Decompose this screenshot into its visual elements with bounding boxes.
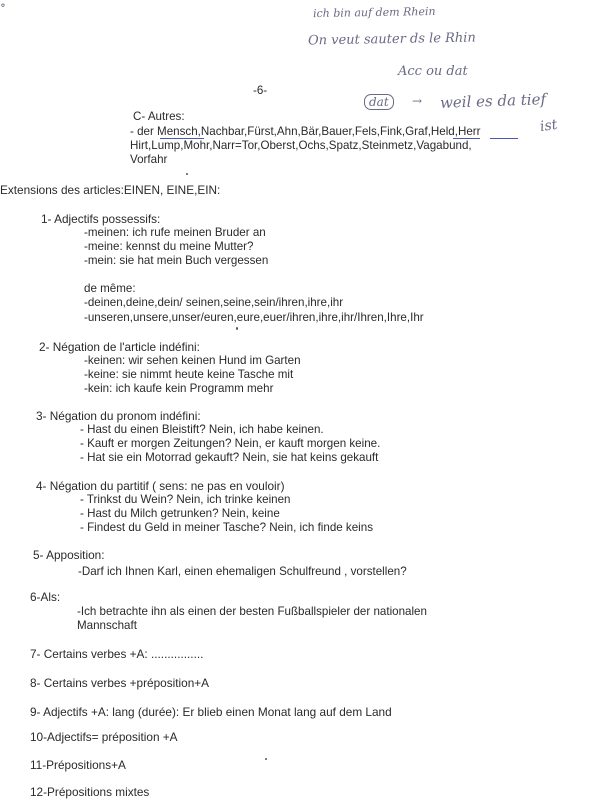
section-10-title: 10-Adjectifs= préposition +A bbox=[30, 730, 178, 744]
section-5-title: 5- Apposition: bbox=[33, 548, 105, 562]
section-3-line-3: - Hat sie ein Motorrad gekauft? Nein, sie hat keins gekauft bbox=[80, 451, 379, 464]
section-3-line-2: - Kauft er morgen Zeitungen? Nein, er kauft morgen keine. bbox=[80, 437, 381, 450]
handwritten-arrow-mark: → bbox=[412, 94, 423, 108]
page-number: -6- bbox=[253, 84, 268, 97]
section-6-line-1: -Ich betrachte ihn als einen der besten Fußballspieler der nationalen bbox=[77, 605, 427, 618]
section-8-title: 8- Certains verbes +préposition+A bbox=[30, 676, 210, 690]
section-4-line-3: - Findest du Geld in meiner Tasche? Nein, ich finde keins bbox=[80, 521, 374, 534]
corner-mark: ∘ bbox=[0, 0, 6, 12]
section-11-title: 11-Prépositions+A bbox=[30, 758, 126, 772]
section-3-line-1: - Hast du einen Bleistift? Nein, ich habe keinen. bbox=[80, 423, 324, 436]
autres-line-3: Vorfahr bbox=[130, 153, 168, 166]
scan-speck bbox=[236, 327, 238, 330]
handwritten-note-1: ich bin auf dem Rhein bbox=[312, 4, 436, 21]
handwritten-note-2: On veut sauter ds le Rhin bbox=[307, 30, 476, 49]
section-4-title: 4- Négation du partitif ( sens: ne pas en vouloir) bbox=[36, 479, 285, 493]
section-1-line-2: -meine: kennst du meine Mutter? bbox=[84, 240, 254, 253]
section-3-title: 3- Négation du pronom indéfini: bbox=[36, 409, 201, 423]
scan-speck bbox=[186, 173, 188, 175]
section-2-line-1: -keinen: wir sehen keinen Hund im Garten bbox=[84, 354, 301, 367]
section-1-line-3: -mein: sie hat mein Buch vergessen bbox=[84, 254, 269, 267]
section-2-line-3: -kein: ich kaufe kein Programm mehr bbox=[84, 382, 274, 395]
section-9-title: 9- Adjectifs +A: lang (durée): Er blieb einen Monat lang auf dem Land bbox=[30, 705, 392, 719]
section-1-line-1: -meinen: ich rufe meinen Bruder an bbox=[84, 226, 266, 239]
handwritten-note-4: weil es da tief bbox=[439, 90, 547, 112]
section-2-line-2: -keine: sie nimmt heute keine Tasche mit bbox=[84, 368, 294, 381]
underline-held bbox=[453, 138, 480, 139]
section-6-title: 6-Als: bbox=[30, 590, 61, 604]
underline-herr bbox=[490, 138, 518, 139]
extensions-title: Extensions des articles:EINEN, EINE,EIN: bbox=[0, 183, 221, 197]
section-4-line-2: - Hast du Milch getrunken? Nein, keine bbox=[80, 507, 280, 520]
scan-speck bbox=[265, 758, 267, 760]
section-7-title: 7- Certains verbes +A: ................ bbox=[30, 647, 204, 661]
section-5-line-1: -Darf ich Ihnen Karl, einen ehemaligen Schulfreund , vorstellen? bbox=[78, 565, 407, 578]
autres-heading: C- Autres: bbox=[133, 110, 185, 123]
autres-line-1: - der Mensch,Nachbar,Fürst,Ahn,Bär,Bauer,Fels,Fink,Graf,Held,Herr bbox=[130, 125, 481, 138]
section-12-title: 12-Prépositions mixtes bbox=[30, 785, 150, 799]
section-4-line-1: - Trinkst du Wein? Nein, ich trinke keinen bbox=[80, 493, 291, 506]
section-2-title: 2- Négation de l'article indéfini: bbox=[39, 340, 200, 354]
handwritten-note-5: ist bbox=[538, 116, 559, 136]
underline-mensch bbox=[160, 138, 204, 139]
section-1-line-5: -deinen,deine,dein/ seinen,seine,sein/ihren,ihre,ihr bbox=[84, 296, 344, 309]
handwritten-boxed-word: dat bbox=[364, 94, 394, 110]
section-1-title: 1- Adjectifs possessifs: bbox=[41, 212, 161, 226]
handwritten-note-3: Acc ou dat bbox=[398, 64, 468, 79]
section-1-line-4: de même: bbox=[84, 282, 136, 295]
section-6-line-2: Mannschaft bbox=[77, 619, 137, 632]
autres-line-2: Hirt,Lump,Mohr,Narr=Tor,Oberst,Ochs,Spatz,Steinmetz,Vagabund, bbox=[130, 139, 472, 152]
section-1-line-6: -unseren,unsere,unser/euren,eure,euer/ihren,ihre,ihr/Ihren,Ihre,Ihr bbox=[84, 311, 424, 324]
